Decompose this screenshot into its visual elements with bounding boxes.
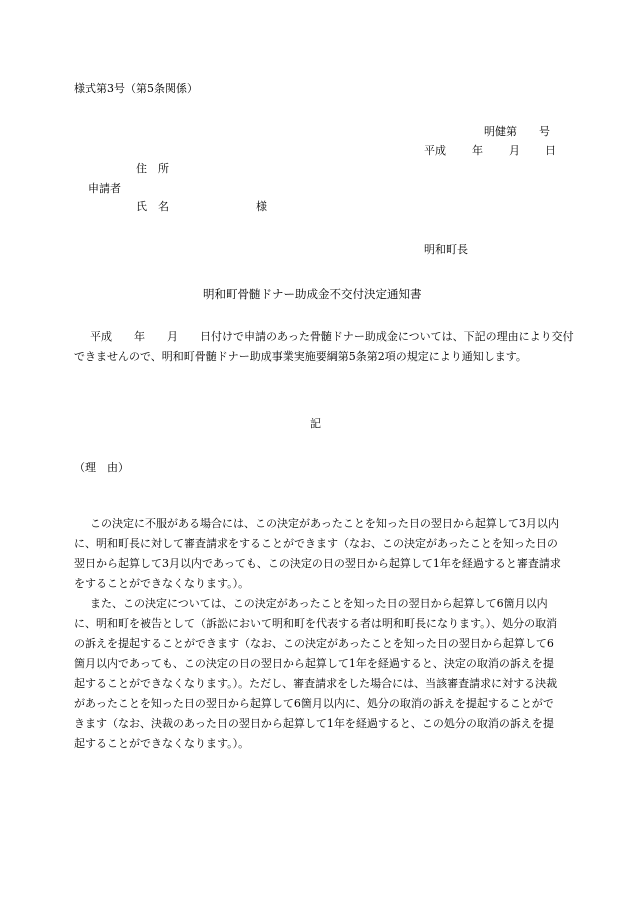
document-title: 明和町骨髄ドナー助成金不交付決定通知書 (203, 287, 422, 301)
name-label: 氏 名 (136, 200, 169, 213)
date-era: 平成 (424, 144, 446, 157)
date-year-unit: 年 (472, 144, 483, 157)
date-month-unit: 月 (509, 144, 520, 157)
applicant-label: 申請者 (88, 182, 121, 195)
notice-paragraph-1: この決定に不服がある場合には、この決定があったことを知った日の翌日から起算して3月以内に、明和町長に対して審査請求をすることができます（なお、この決定があったことを知った日の翌日から起算して3月以内であっても、この決定の日の翌日から起算して1年を経過すると審査請求をすることができなくなります。）。 (74, 517, 561, 590)
reason-label: （理 由） (74, 461, 129, 474)
issuer: 明和町長 (424, 243, 468, 256)
appeal-notice (74, 514, 562, 754)
document-number: 明健第 号 (484, 125, 550, 138)
notice-paragraph-2: また、この決定については、この決定があったことを知った日の翌日から起算して6箇月以内に、明和町を被告として（訴訟において明和町を代表する者は明和町長になります。）、処分の取消の訴えを提起することができます（なお、この決定があったことを知った日の翌日から起算して6箇月以内であっても、この決定の日の翌日から起算して1年を経過すると、決定の取消の訴えを提起することができなくなります。）。ただし、審査請求をした場合には、当該審査請求に対する決裁があったことを知った日の翌日から起算して6箇月以内に、処分の取消の訴えを提起することができます（なお、決裁のあった日の翌日から起算して1年を経過すると、この処分の取消の訴えを提起することができなくなります。）。 (74, 597, 558, 750)
ki-heading: 記 (310, 417, 321, 430)
address-label: 住 所 (136, 162, 169, 175)
form-header: 様式第3号（第5条関係） (74, 82, 198, 95)
body-paragraph: 平成 年 月 日付けで申請のあった骨髄ドナー助成金については、下記の理由により交付できませんので、明和町骨髄ドナー助成事業実施要綱第5条第2項の規定により通知します。 (74, 330, 574, 363)
date-day-unit: 日 (545, 144, 556, 157)
honorific: 様 (256, 200, 267, 213)
